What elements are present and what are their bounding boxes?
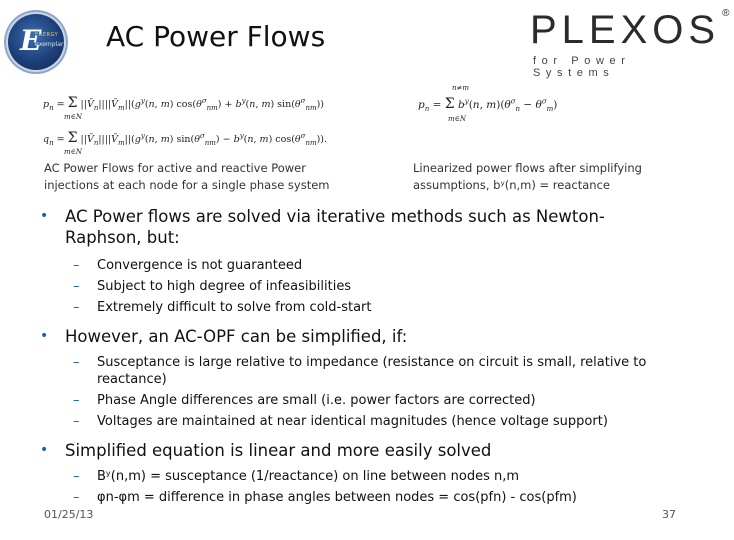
bullet-list — [40, 206, 660, 506]
dash-marker: – — [73, 258, 80, 273]
sub-bullet-item — [40, 257, 660, 274]
sub-bullet-text: φn-φm = difference in phase angles between nodes = cos(pfn) - cos(pfm) — [97, 490, 577, 505]
sub-bullet-item — [40, 392, 660, 409]
plexos-logo — [530, 8, 734, 53]
dash-marker: – — [73, 279, 80, 294]
sub-bullet-text: Convergence is not guaranteed — [97, 258, 303, 273]
sub-bullet-item — [40, 354, 660, 388]
sub-bullet-item — [40, 489, 660, 506]
dash-marker: – — [73, 490, 80, 505]
logo-letter: E — [20, 24, 42, 57]
plexos-name: PLEXOS — [530, 8, 721, 52]
sub-bullet-item — [40, 413, 660, 430]
page-number: 37 — [662, 508, 676, 521]
logo-word-exemplar: exemplar — [35, 41, 64, 48]
sub-bullet-text: Extremely difficult to solve from cold-start — [97, 300, 372, 315]
plexos-tagline: for Power Systems — [533, 55, 631, 79]
sub-bullet-item — [40, 299, 660, 316]
dash-marker: – — [73, 414, 80, 429]
sub-bullet-text: Phase Angle differences are small (i.e. power factors are corrected) — [97, 393, 536, 408]
slide-date: 01/25/13 — [44, 508, 94, 521]
bullet-item: • Simplified equation is linear and more easily solved — [40, 440, 660, 461]
energy-exemplar-logo — [8, 14, 64, 70]
sub-bullet-text: Bʸ(n,m) = susceptance (1/reactance) on line between nodes n,m — [97, 469, 520, 484]
logo-word-energy: ENERGY — [35, 32, 59, 38]
bullet-item: • However, an AC-OPF can be simplified, if: — [40, 326, 660, 347]
slide-title: AC Power Flows — [106, 20, 326, 53]
bullet-item: • AC Power flows are solved via iterative methods such as Newton-Raphson, but: — [40, 206, 660, 248]
dash-marker: – — [73, 355, 80, 370]
sub-bullet-item — [40, 468, 660, 485]
sub-bullet-text: Subject to high degree of infeasibilities — [97, 279, 352, 294]
sub-bullet-item — [40, 278, 660, 295]
caption-right: Linearized power flows after simplifying assumptions, bʸ(n,m) = reactance — [413, 161, 642, 192]
dash-marker: – — [73, 469, 80, 484]
sub-bullet-text: Susceptance is large relative to impedance (resistance on circuit is small, relative to reactance) — [97, 355, 647, 387]
sub-bullet-text: Voltages are maintained at near identical magnitudes (hence voltage support) — [97, 414, 608, 429]
caption-left: AC Power Flows for active and reactive Power injections at each node for a single phase system — [44, 161, 330, 192]
dash-marker: – — [73, 300, 80, 315]
registered-mark: ® — [722, 8, 734, 19]
dash-marker: – — [73, 393, 80, 408]
